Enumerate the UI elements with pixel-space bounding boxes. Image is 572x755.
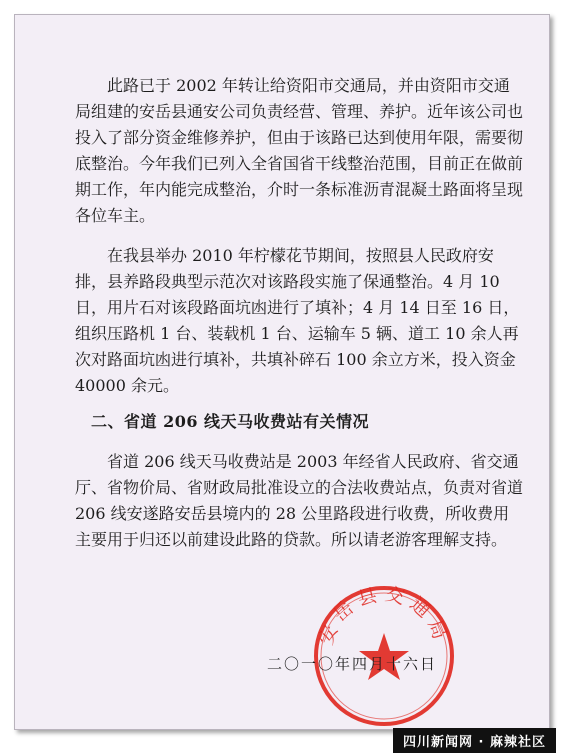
- document-body: [75, 73, 525, 553]
- paragraph-road-transfer: 此路已于 2002 年转让给资阳市交通局，并由资阳市交通局组建的安岳县通安公司负责经营、管理、养护。近年该公司也投入了部分资金维修养护，但由于该路已达到使用年限，需要彻底整治。今年我们已列入全省国省干线整治范围，目前正在做前期工作，年内能完成整治，介时一条标准沥青混凝土路面将呈现各位车主。: [75, 76, 524, 225]
- section-heading: 二、省道 206 线天马收费站有关情况: [91, 412, 370, 431]
- document-date: 二〇一〇年四月十六日: [267, 655, 438, 673]
- paragraph-toll-station: 省道 206 线天马收费站是 2003 年经省人民政府、省交通厅、省物价局、省财政局批准设立的合法收费站点，负责对省道 206 线安遂路安岳县境内的 28 公里路段进行收费，所收费用主要用于归还以前建设此路的贷款。所以请老游客理解支持。: [75, 452, 524, 549]
- source-watermark: 四川新闻网 · 麻辣社区: [393, 728, 556, 753]
- document-page: [14, 14, 550, 730]
- seal-text: 安岳县交通局: [315, 583, 453, 648]
- paragraph-lemon-festival: 在我县举办 2010 年柠檬花节期间，按照县人民政府安排，县养路段典型示范次对该路段实施了保通整治。4 月 10 日，用片石对该段路面坑凼进行了填补；4 月 14 日至 16 日，组织压路机 1 台、装载机 1 台、运输车 5 辆、道工 10 余人再次对路面坑凼进行填补，共填补碎石 100 余立方米，投入资金 40000 余元。: [75, 246, 520, 395]
